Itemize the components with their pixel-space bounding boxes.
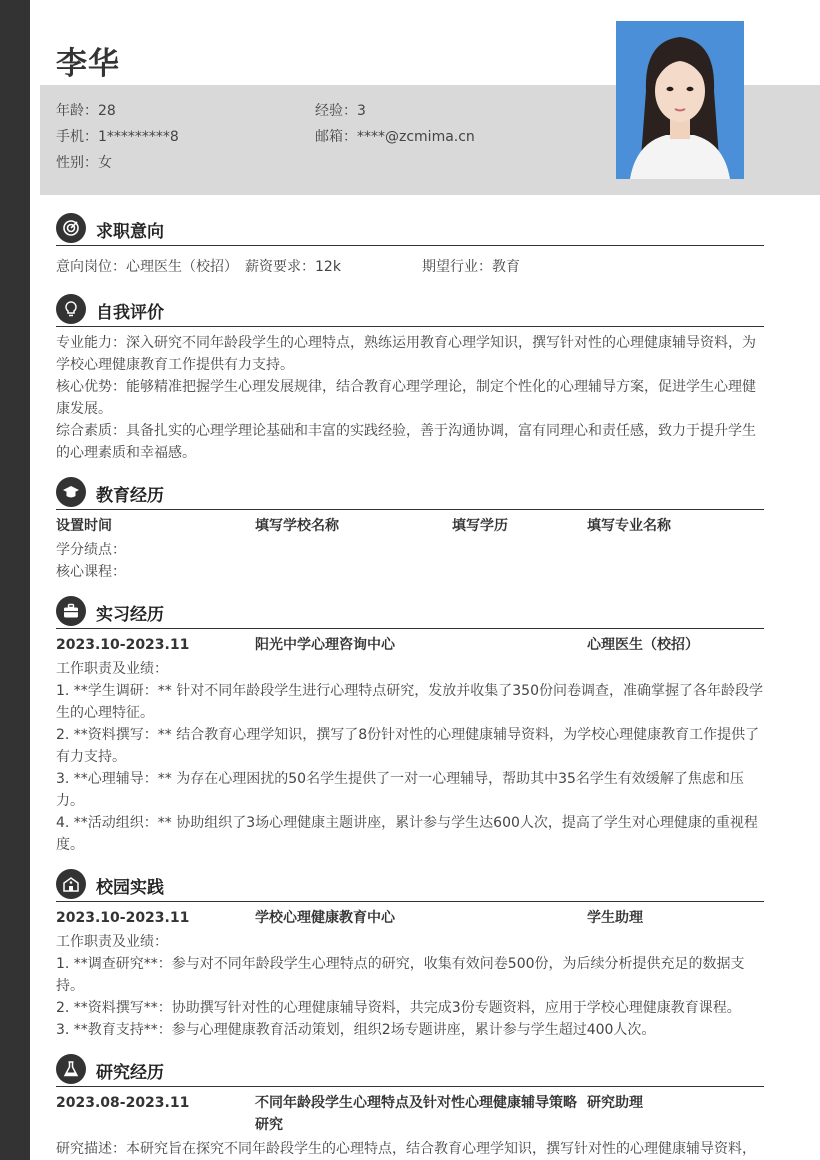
research-project: 不同年龄段学生心理特点及针对性心理健康辅导策略 — [255, 1095, 577, 1111]
section-title: 实习经历 — [96, 605, 164, 625]
education-degree: 填写学历 — [452, 518, 508, 534]
duties-label: 工作职责及业绩： — [56, 661, 168, 677]
campus-time: 2023.10-2023.11 — [56, 910, 190, 926]
profile-photo — [616, 21, 744, 179]
research-role: 研究助理 — [587, 1095, 643, 1111]
section-header-campus — [56, 869, 764, 902]
email-field: 邮箱：****@zcmima.cn — [315, 129, 475, 145]
education-school: 填写学校名称 — [255, 518, 339, 534]
research-description: 研究描述：本研究旨在探究不同年龄段学生的心理特点，结合教育心理学知识，撰写针对性的心理健康辅导资料， — [56, 1141, 756, 1157]
graduation-cap-icon — [56, 477, 86, 507]
intent-salary: 薪资要求：12k — [245, 259, 341, 275]
duty-line: 2. **资料撰写**：协助撰写针对性的心理健康辅导资料，共完成3份专题资料，应用于学校心理健康教育课程。 — [56, 1000, 741, 1016]
research-time: 2023.08-2023.11 — [56, 1095, 190, 1111]
internship-role: 心理医生（校招） — [587, 637, 699, 653]
briefcase-icon — [56, 596, 86, 626]
self-eval-line: 综合素质：具备扎实的心理学理论基础和丰富的实践经验，善于沟通协调，富有同理心和责任感，致力于提升学生的心理素质和幸福感。 — [56, 423, 756, 461]
duty-line: 1. **调查研究**：参与对不同年龄段学生心理特点的研究，收集有效问卷500份，为后续分析提供充足的数据支持。 — [56, 956, 745, 994]
education-gpa: 学分绩点： — [56, 542, 126, 558]
intent-position: 意向岗位：心理医生（校招） — [56, 259, 238, 275]
section-title: 求职意向 — [96, 222, 164, 242]
campus-org: 学校心理健康教育中心 — [255, 910, 395, 926]
section-header-self-eval — [56, 294, 764, 327]
internship-details — [56, 658, 764, 856]
section-header-education — [56, 477, 764, 510]
internship-time: 2023.10-2023.11 — [56, 637, 190, 653]
research-project-cont: 研究 — [255, 1117, 283, 1133]
section-title: 校园实践 — [96, 878, 164, 898]
duty-line: 3. **教育支持**：参与心理健康教育活动策划，组织2场专题讲座，累计参与学生超过400人次。 — [56, 1022, 656, 1038]
duty-line: 1. **学生调研：** 针对不同年龄段学生进行心理特点研究，发放并收集了350份问卷调查，准确掌握了各年龄段学生的心理特征。 — [56, 683, 763, 721]
education-time: 设置时间 — [56, 518, 112, 534]
internship-org: 阳光中学心理咨询中心 — [255, 637, 395, 653]
section-header-intent — [56, 213, 764, 246]
duties-label: 工作职责及业绩： — [56, 934, 168, 950]
intent-industry: 期望行业：教育 — [422, 259, 520, 275]
education-major: 填写专业名称 — [587, 518, 671, 534]
lightbulb-icon — [56, 294, 86, 324]
self-eval-line: 专业能力：深入研究不同年龄段学生的心理特点，熟练运用教育心理学知识，撰写针对性的心理健康辅导资料，为学校心理健康教育工作提供有力支持。 — [56, 335, 756, 373]
experience-field: 经验：3 — [315, 103, 366, 119]
section-title: 自我评价 — [96, 303, 164, 323]
candidate-name: 李华 — [56, 46, 120, 82]
phone-field: 手机：1*********8 — [56, 129, 179, 145]
duty-line: 4. **活动组织：** 协助组织了3场心理健康主题讲座，累计参与学生达600人次，提高了学生对心理健康的重视程度。 — [56, 815, 758, 853]
campus-details — [56, 931, 764, 1041]
flask-icon — [56, 1054, 86, 1084]
campus-role: 学生助理 — [587, 910, 643, 926]
school-building-icon — [56, 869, 86, 899]
section-header-internship — [56, 596, 764, 629]
education-courses: 核心课程： — [56, 564, 126, 580]
section-header-research — [56, 1054, 764, 1087]
duty-line: 3. **心理辅导：** 为存在心理困扰的50名学生提供了一对一心理辅导，帮助其中35名学生有效缓解了焦虑和压力。 — [56, 771, 744, 809]
self-eval-line: 核心优势：能够精准把握学生心理发展规律，结合教育心理学理论，制定个性化的心理辅导方案，促进学生心理健康发展。 — [56, 379, 756, 417]
section-title: 研究经历 — [96, 1063, 164, 1083]
duty-line: 2. **资料撰写：** 结合教育心理学知识，撰写了8份针对性的心理健康辅导资料，为学校心理健康教育工作提供了有力支持。 — [56, 727, 760, 765]
age-field: 年龄：28 — [56, 103, 116, 119]
target-icon — [56, 213, 86, 243]
left-sidebar-bar — [0, 0, 30, 1160]
self-eval-text — [56, 332, 764, 464]
section-title: 教育经历 — [96, 486, 164, 506]
gender-field: 性别：女 — [56, 155, 112, 171]
